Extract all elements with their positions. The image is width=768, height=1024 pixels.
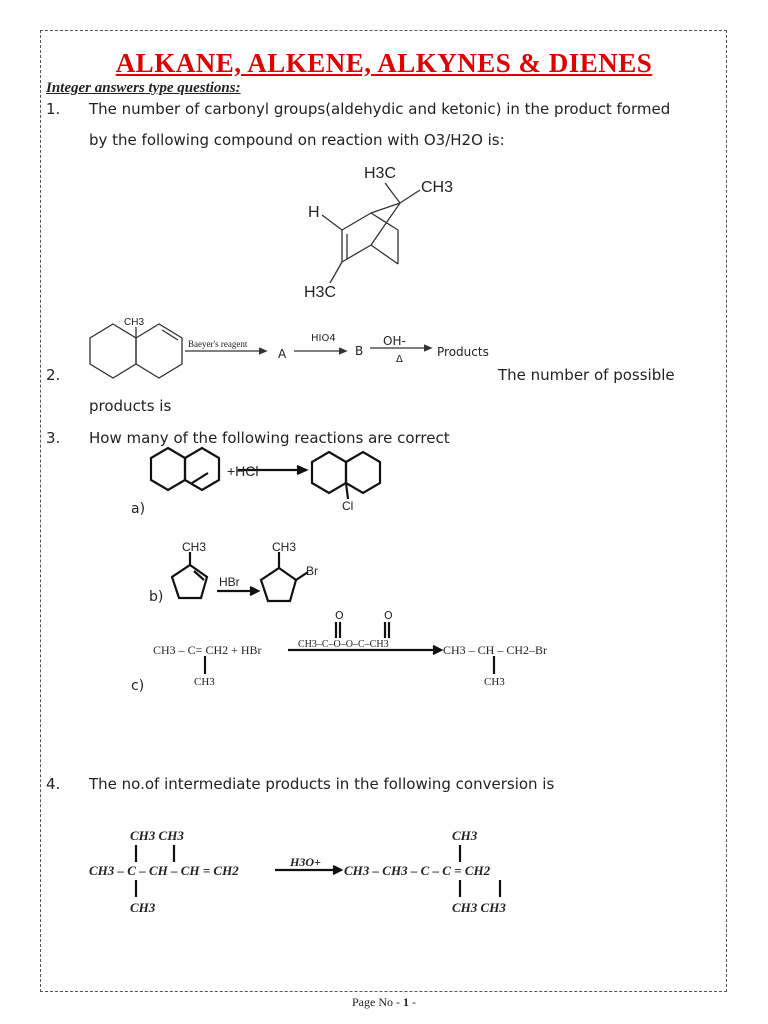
page-title: ALKANE, ALKENE, ALKYNES & DIENES [115,48,653,78]
q3c-reactant-methyl: CH3 [194,676,215,688]
q4-product-top: CH3 [452,828,478,843]
page-footer [0,995,768,1010]
q1-h3c-top-label: H3C [364,165,397,182]
q3-number: 3. [46,429,61,447]
q2-reagent2: HIO4 [311,333,336,344]
section-heading: Integer answers type questions: [46,80,241,96]
q1-text-line1: The number of carbonyl groups(aldehydic and ketonic) in the product formed [89,100,671,118]
q3a-chloro-label: Cl [342,499,354,513]
q2-methyl-label: CH3 [124,317,145,328]
q4-number: 4. [46,775,61,793]
q3c-label: c) [131,678,145,694]
q2-intermediate-b: B [355,344,364,358]
q2-text-tail: The number of possible [498,366,675,384]
q4-reactant-bottom: CH3 [130,900,156,915]
q3c-peroxide: CH3–C–O–O–C–CH3 [298,639,389,650]
q3b-label: b) [149,589,164,605]
q2-delta: Δ [396,354,403,365]
q4-product-bottom: CH3 CH3 [452,900,506,915]
q2-reagent1: Baeyer's reagent [188,339,248,349]
q4-product: CH3 – CH3 – C – C = CH2 [344,863,491,878]
q3b-bromo-label: Br [306,564,318,578]
q3a-reagent: +HCl [227,463,259,479]
q3b-methyl-reactant: CH3 [182,540,207,554]
q3c-oxo1: O [335,609,344,622]
q3c-product: CH3 – CH – CH2–Br [443,643,548,657]
q3-text: How many of the following reactions are correct [89,429,450,447]
q2-intermediate-a: A [278,347,287,361]
q3a-label: a) [131,501,146,517]
q3c-reactant: CH3 – C= CH2 + HBr [153,643,262,657]
q3c-oxo2: O [384,609,393,622]
q4-text: The no.of intermediate products in the following conversion is [89,775,555,793]
q2-reagent3: OH- [383,334,406,348]
page-number: 1 [403,995,409,1009]
q4-reactant-top: CH3 CH3 [130,828,184,843]
q2-products-label: Products [437,345,489,359]
q4-reagent: H3O+ [290,855,321,869]
q1-h3c-bottom-label: H3C [304,284,337,301]
q1-text-line2: by the following compound on reaction with O3/H2O is: [89,131,505,149]
footer-prefix: Page No - [352,995,403,1009]
q1-ch3-top-label: CH3 [421,179,454,196]
q2-text-line2: products is [89,397,172,415]
footer-suffix: - [409,995,416,1009]
q3b-reagent: HBr [219,575,240,589]
q3b-methyl-product: CH3 [272,540,297,554]
q2-number: 2. [46,366,61,384]
q1-number: 1. [46,100,61,118]
q3c-product-methyl: CH3 [484,676,505,688]
q1-h-label: H [308,204,320,221]
q4-reactant: CH3 – C – CH – CH = CH2 [89,863,239,878]
